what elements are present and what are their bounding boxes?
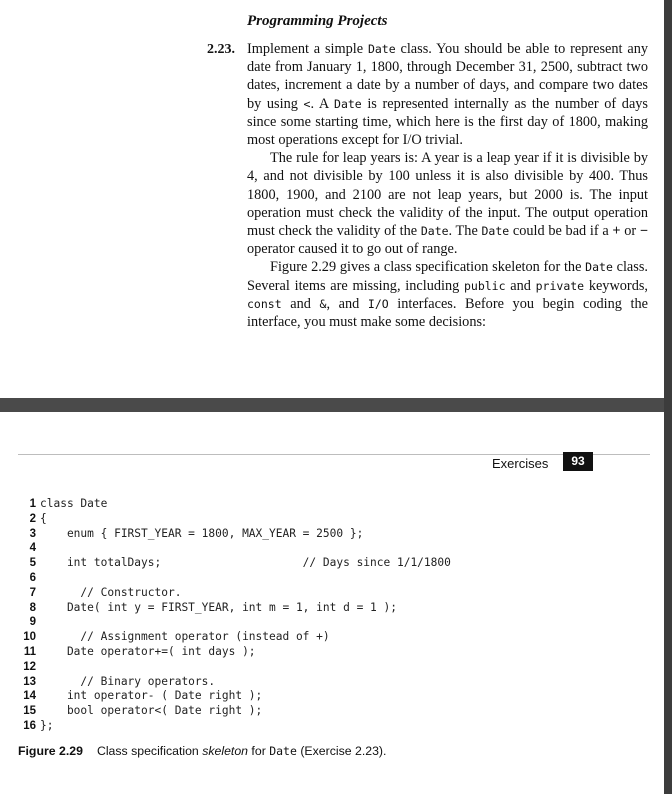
code-line [18, 601, 451, 616]
project-paragraph-1: Implement a simple Date class. You should be able to represent any date from January 1, 1800, through December 31, 2500, subtract two dates, increment a date by a number of days, and compare two dates by using <. A Date is represented internally as the number of days since some starting time, which here is the first day of 1800, making most operations except for I/O trivial. [247, 41, 648, 149]
code-text: // Binary operators. [40, 674, 216, 688]
line-number: 10 [23, 631, 36, 644]
code-line [18, 527, 451, 542]
line-number: 8 [29, 601, 36, 614]
line-number: 12 [23, 660, 36, 673]
code-line [18, 556, 451, 571]
code-text: enum { FIRST_YEAR = 1800, MAX_YEAR = 2500 }; [40, 526, 364, 540]
line-number: 5 [29, 557, 36, 570]
page-number: 93 [563, 452, 593, 471]
line-number: 11 [23, 645, 36, 658]
figure-caption: Figure 2.29 Class specification skeleton for Date (Exercise 2.23). [18, 744, 387, 758]
line-number: 4 [29, 542, 36, 555]
line-number: 3 [29, 527, 36, 540]
code-text: int operator- ( Date right ); [40, 689, 263, 703]
line-number: 14 [23, 690, 36, 703]
code-line [18, 689, 451, 704]
code-text: int totalDays; // Days since 1/1/1800 [40, 556, 451, 570]
code-text: }; [40, 718, 54, 732]
page-separator [0, 398, 672, 412]
code-line [18, 645, 451, 660]
viewer-edge [664, 0, 672, 794]
line-number: 6 [29, 571, 36, 584]
code-text: // Assignment operator (instead of +) [40, 630, 330, 644]
project-paragraph-3: Figure 2.29 gives a class specification skeleton for the Date class. Several items are missing, including public and private keywords, const and &, and I/O interfaces. Before you begin coding the interface, you must make some decisions: [247, 259, 648, 331]
code-line [18, 660, 451, 675]
line-number: 16 [23, 719, 36, 732]
code-listing [18, 497, 451, 734]
code-line [18, 512, 451, 527]
project-description [247, 40, 648, 331]
code-text: { [40, 511, 47, 525]
running-head: Exercises [492, 456, 549, 471]
code-line [18, 615, 451, 630]
code-text: bool operator<( Date right ); [40, 704, 263, 718]
code-line [18, 571, 451, 586]
code-line [18, 586, 451, 601]
line-number: 7 [29, 586, 36, 599]
code-line [18, 719, 451, 734]
code-line [18, 541, 451, 556]
code-line [18, 497, 451, 512]
code-text: class Date [40, 497, 108, 510]
line-number: 13 [23, 675, 36, 688]
line-number: 9 [29, 616, 36, 629]
header-rule [18, 454, 650, 455]
code-text: // Constructor. [40, 585, 182, 599]
project-number: 2.23. [207, 42, 235, 57]
line-number: 2 [29, 512, 36, 525]
code-text: Date operator+=( int days ); [40, 644, 256, 658]
code-line [18, 630, 451, 645]
code-line [18, 675, 451, 690]
code-text: Date( int y = FIRST_YEAR, int m = 1, int d = 1 ); [40, 600, 397, 614]
line-number: 1 [29, 498, 36, 510]
project-paragraph-2: The rule for leap years is: A year is a leap year if it is divisible by 4, and not divisible by 100 unless it is also divisible by 400. Thus 1800, 1900, and 2100 are not leap years, but 2000 is. The input operation must check the validity of the input. The output operation must check the validity of the Date. The Date could be bad if a + or − operator caused it to go out of range. [247, 150, 648, 258]
line-number: 15 [23, 705, 36, 718]
code-line [18, 704, 451, 719]
section-title: Programming Projects [247, 13, 388, 29]
